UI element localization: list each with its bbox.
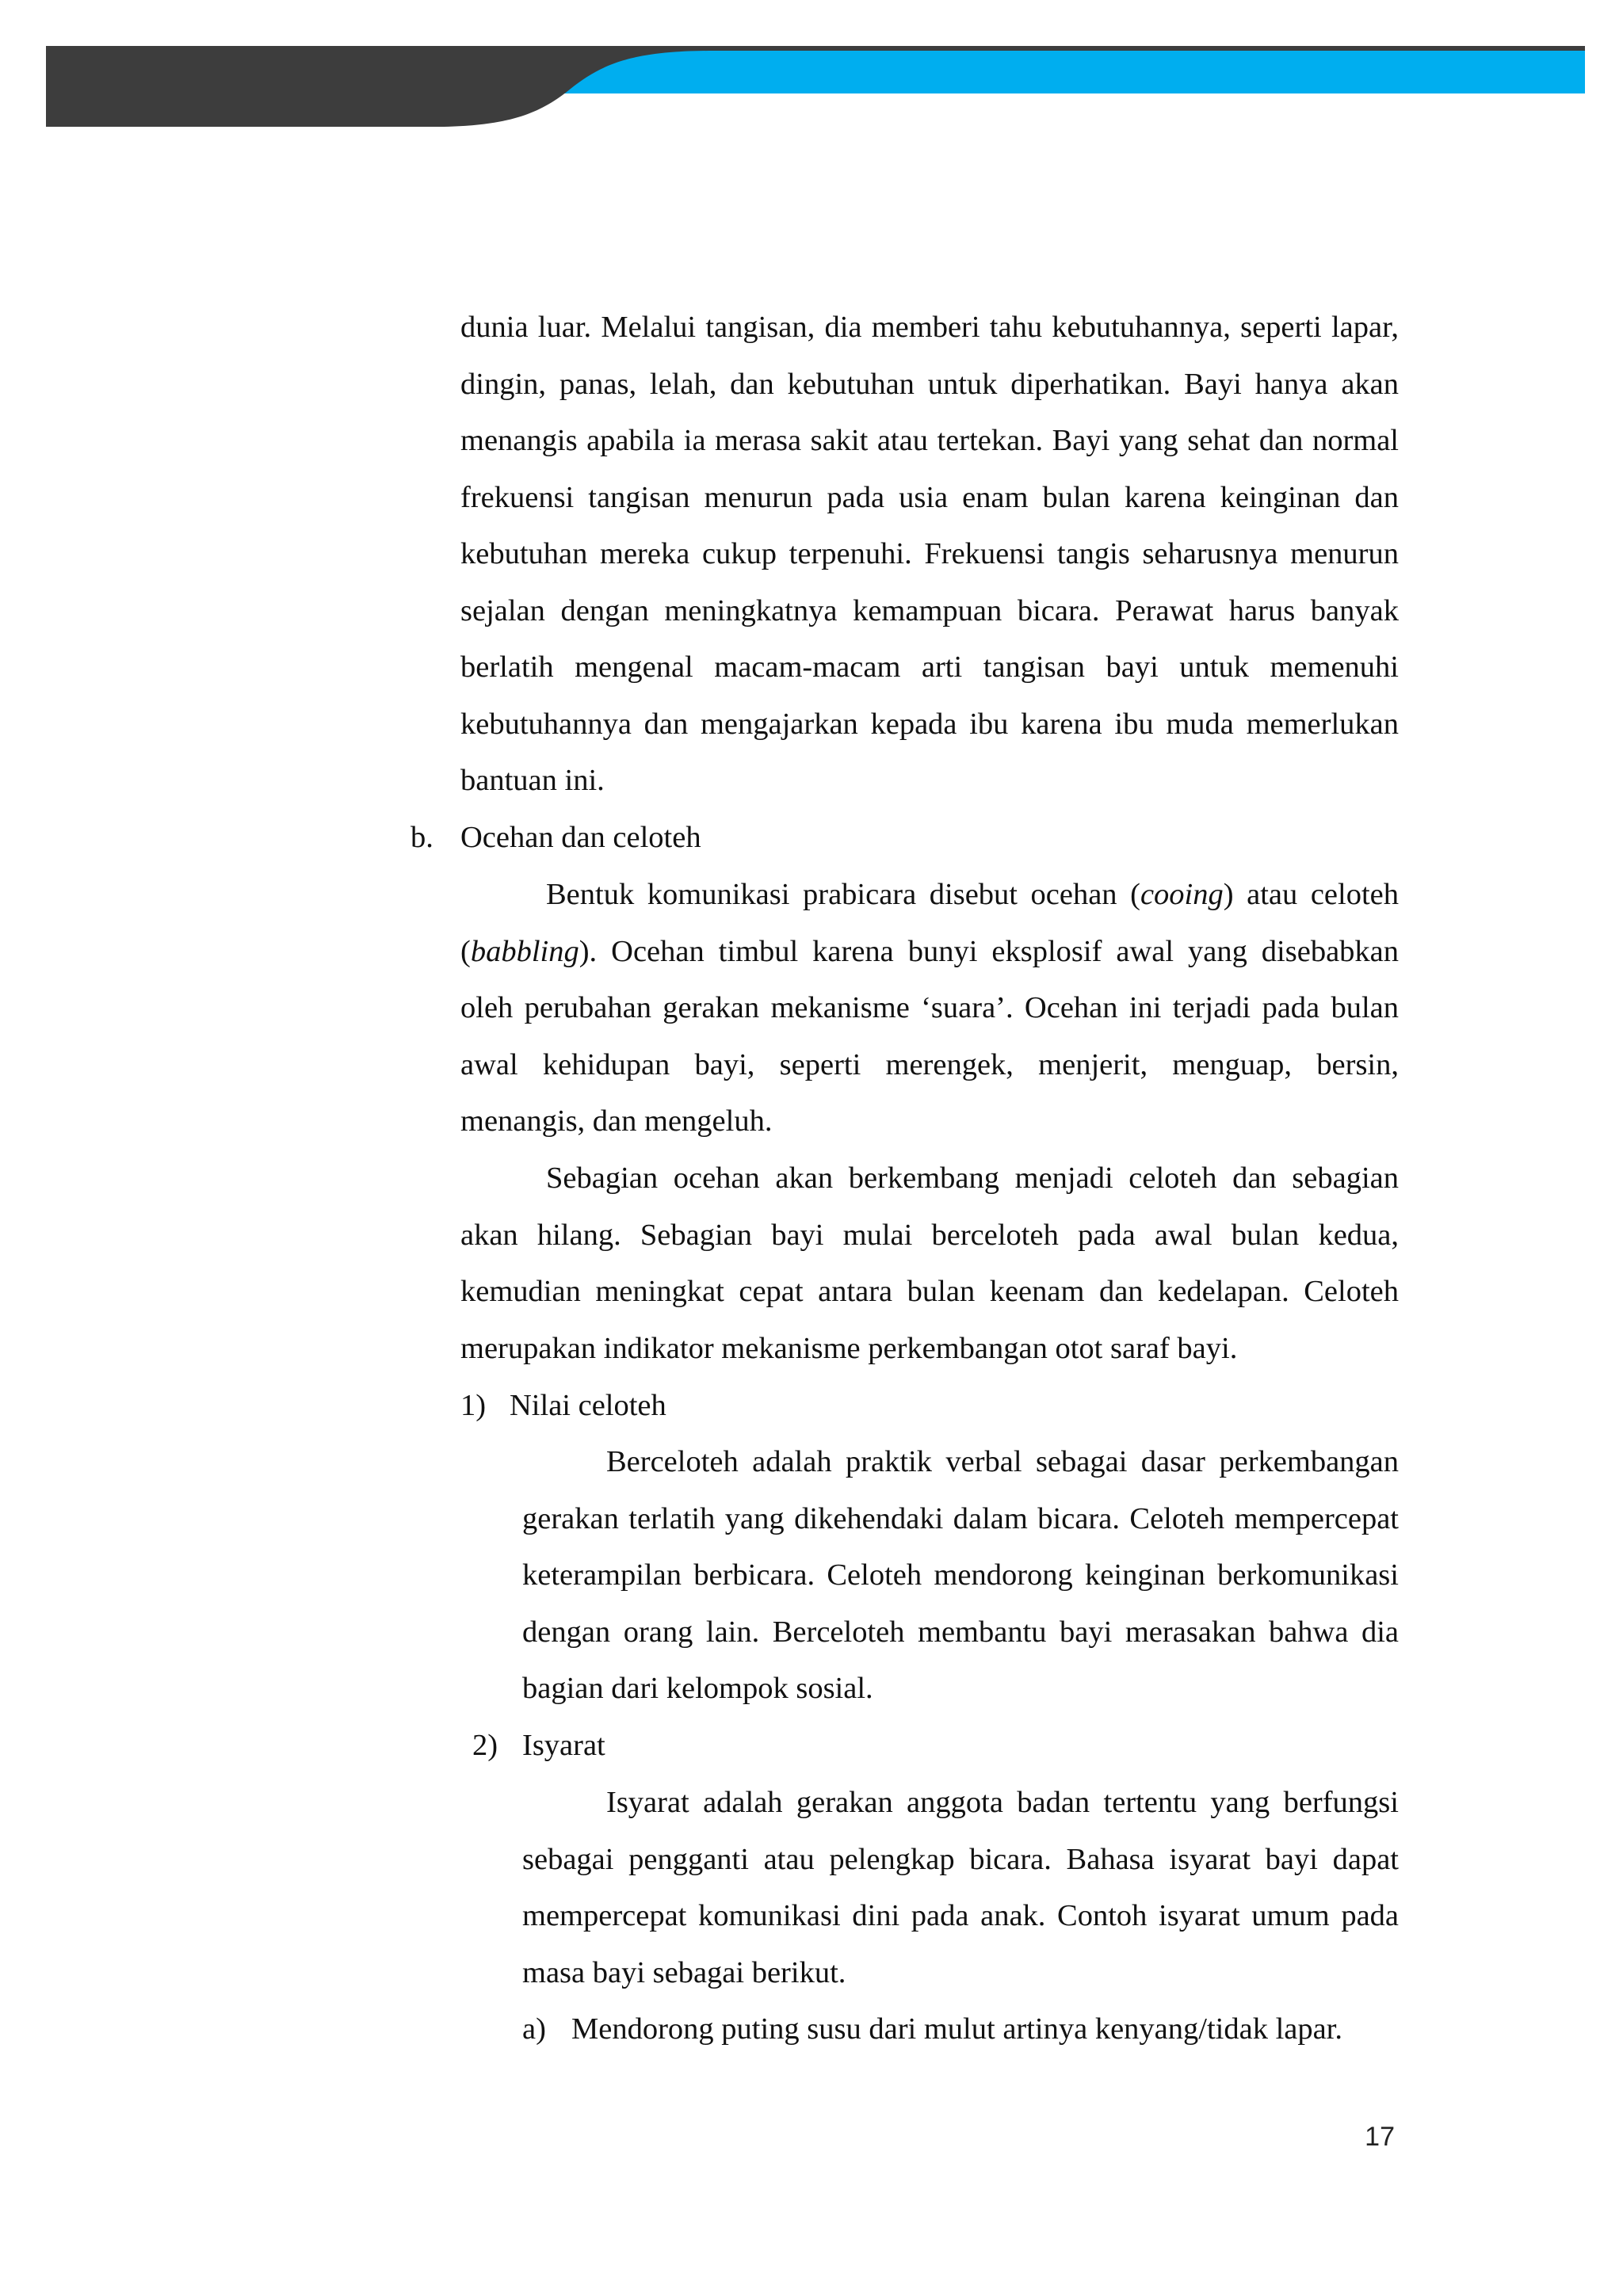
item-2-paragraph: Isyarat adalah gerakan anggota badan tertentu yang berfungsi sebagai pengganti atau pelengkap bicara. Bahasa isyarat bayi dapat mempercepat komunikasi dini pada anak. Contoh isyarat umum pada masa bayi sebagai berikut. — [522, 1786, 1399, 1989]
page-number: 17 — [1365, 2122, 1395, 2152]
item-2-marker: 2) — [472, 1729, 498, 1762]
section-b-marker: b. — [411, 821, 433, 854]
item-2a-marker: a) — [522, 2012, 546, 2046]
header-accent-bar — [555, 49, 1585, 93]
item-1-title: Nilai celoteh — [510, 1389, 666, 1422]
item-2-title: Isyarat — [522, 1729, 605, 1762]
section-b-paragraph-1: Bentuk komunikasi prabicara disebut ocehan (cooing) atau celoteh (babbling). Ocehan timbul karena bunyi eksplosif awal yang disebabkan oleh perubahan gerakan mekanisme ‘suara’. Ocehan ini terjadi pada bulan awal kehidupan bayi, seperti merengek, menjerit, menguap, bersin, menangis, dan mengeluh. — [460, 878, 1399, 1138]
term-cooing: cooing — [1140, 878, 1224, 911]
term-babbling: babbling — [470, 934, 579, 968]
continued-paragraph: dunia luar. Melalui tangisan, dia memberi tahu kebutuhannya, seperti lapar, dingin, panas, lelah, dan kebutuhan untuk diperhatikan. Bayi hanya akan menangis apabila ia merasa sakit atau tertekan. Bayi yang sehat dan normal frekuensi tangisan menurun pada usia enam bulan karena keinginan dan kebutuhan mereka cukup terpenuhi. Frekuensi tangis seharusnya menurun sejalan dengan meningkatnya kemampuan bicara. Perawat harus banyak berlatih mengenal macam-macam arti tangisan bayi untuk memenuhi kebutuhannya dan mengajarkan kepada ibu karena ibu muda memerlukan bantuan ini. — [460, 311, 1399, 797]
item-2a-text: Mendorong puting susu dari mulut artinya kenyang/tidak lapar. — [571, 2012, 1343, 2046]
item-1-paragraph: Berceloteh adalah praktik verbal sebagai dasar perkembangan gerakan terlatih yang dikehendaki dalam bicara. Celoteh mempercepat keterampilan berbicara. Celoteh mendorong keinginan berkomunikasi dengan orang lain. Berceloteh membantu bayi merasakan bahwa dia bagian dari kelompok sosial. — [522, 1445, 1399, 1705]
item-1-marker: 1) — [460, 1389, 487, 1422]
section-b-title: Ocehan dan celoteh — [460, 821, 701, 854]
header-band — [0, 0, 1623, 143]
section-b-paragraph-2: Sebagian ocehan akan berkembang menjadi celoteh dan sebagian akan hilang. Sebagian bayi mulai berceloteh pada awal bulan kedua, kemudian meningkat cepat antara bulan keenam dan kedelapan. Celoteh merupakan indikator mekanisme perkembangan otot saraf bayi. — [460, 1161, 1399, 1365]
